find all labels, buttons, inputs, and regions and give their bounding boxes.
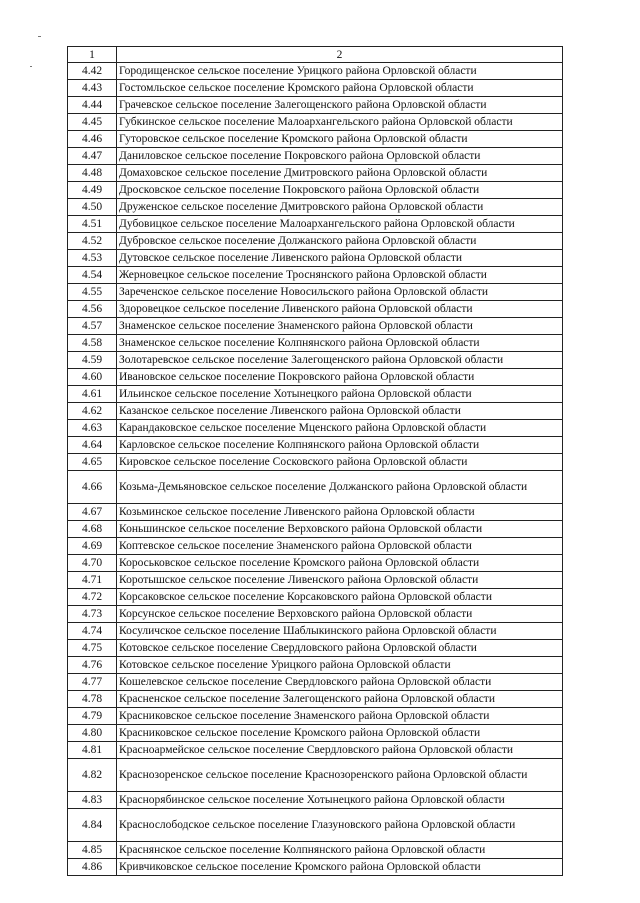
table-row [68, 403, 563, 420]
table-row [68, 708, 563, 725]
row-number: 4.83 [68, 792, 117, 809]
settlement-name: Гостомльское сельское поселение Кромского района Орловской области [117, 80, 563, 97]
row-number: 4.61 [68, 386, 117, 403]
table-row [68, 437, 563, 454]
row-number: 4.76 [68, 657, 117, 674]
settlement-name: Коньшинское сельское поселение Верховского района Орловской области [117, 521, 563, 538]
table-row [68, 454, 563, 471]
settlement-name: Красненское сельское поселение Залегощенского района Орловской области [117, 691, 563, 708]
row-number: 4.74 [68, 623, 117, 640]
table-row [68, 352, 563, 369]
row-number: 4.75 [68, 640, 117, 657]
row-number: 4.85 [68, 842, 117, 859]
table-row [68, 674, 563, 691]
settlement-name: Ивановское сельское поселение Покровского района Орловской области [117, 369, 563, 386]
row-number: 4.71 [68, 572, 117, 589]
row-number: 4.48 [68, 165, 117, 182]
table-row [68, 420, 563, 437]
settlement-name: Домаховское сельское поселение Дмитровского района Орловской области [117, 165, 563, 182]
settlement-name: Друженское сельское поселение Дмитровского района Орловской области [117, 199, 563, 216]
table-row [68, 691, 563, 708]
settlement-name: Даниловское сельское поселение Покровского района Орловской области [117, 148, 563, 165]
settlement-name: Жерновецкое сельское поселение Троснянского района Орловской области [117, 267, 563, 284]
table-row [68, 759, 563, 792]
row-number: 4.86 [68, 859, 117, 876]
row-number: 4.44 [68, 97, 117, 114]
settlement-name: Знаменское сельское поселение Знаменского района Орловской области [117, 318, 563, 335]
row-number: 4.68 [68, 521, 117, 538]
table-row [68, 335, 563, 352]
settlement-name: Красниковское сельское поселение Кромского района Орловской области [117, 725, 563, 742]
settlement-name: Красниковское сельское поселение Знаменского района Орловской области [117, 708, 563, 725]
table-row [68, 148, 563, 165]
table-row [68, 572, 563, 589]
row-number: 4.42 [68, 63, 117, 80]
table-row [68, 589, 563, 606]
settlement-name: Краснослободское сельское поселение Глазуновского района Орловской области [117, 809, 563, 842]
row-number: 4.51 [68, 216, 117, 233]
row-number: 4.52 [68, 233, 117, 250]
settlement-name: Карандаковское сельское поселение Мценского района Орловской области [117, 420, 563, 437]
settlement-name: Гуторовское сельское поселение Кромского района Орловской области [117, 131, 563, 148]
table-row [68, 504, 563, 521]
row-number: 4.65 [68, 454, 117, 471]
row-number: 4.59 [68, 352, 117, 369]
table-row [68, 471, 563, 504]
settlement-name: Кошелевское сельское поселение Свердловского района Орловской области [117, 674, 563, 691]
row-number: 4.43 [68, 80, 117, 97]
table-row [68, 318, 563, 335]
table-row [68, 301, 563, 318]
table-row [68, 657, 563, 674]
settlement-name: Краснянское сельское поселение Колпнянского района Орловской области [117, 842, 563, 859]
row-number: 4.82 [68, 759, 117, 792]
settlement-name: Зареченское сельское поселение Новосильского района Орловской области [117, 284, 563, 301]
settlement-name: Городищенское сельское поселение Урицкого района Орловской области [117, 63, 563, 80]
table-header-row [68, 47, 563, 63]
scan-mark [30, 66, 32, 67]
table-row [68, 233, 563, 250]
settlement-name: Здоровецкое сельское поселение Ливенского района Орловской области [117, 301, 563, 318]
settlement-name: Косуличское сельское поселение Шаблыкинского района Орловской области [117, 623, 563, 640]
row-number: 4.54 [68, 267, 117, 284]
settlement-name: Красноармейское сельское поселение Свердловского района Орловской области [117, 742, 563, 759]
table-row [68, 792, 563, 809]
table-row [68, 859, 563, 876]
table-row [68, 555, 563, 572]
table-row [68, 199, 563, 216]
row-number: 4.60 [68, 369, 117, 386]
table-row [68, 216, 563, 233]
table-row [68, 80, 563, 97]
row-number: 4.84 [68, 809, 117, 842]
row-number: 4.67 [68, 504, 117, 521]
row-number: 4.49 [68, 182, 117, 199]
row-number: 4.47 [68, 148, 117, 165]
row-number: 4.66 [68, 471, 117, 504]
row-number: 4.79 [68, 708, 117, 725]
settlement-name: Карловское сельское поселение Колпнянского района Орловской области [117, 437, 563, 454]
table-row [68, 606, 563, 623]
row-number: 4.72 [68, 589, 117, 606]
table-row [68, 640, 563, 657]
settlement-name: Дросковское сельское поселение Покровского района Орловской области [117, 182, 563, 199]
settlement-name: Коротышское сельское поселение Ливенского района Орловской области [117, 572, 563, 589]
table-row [68, 182, 563, 199]
row-number: 4.78 [68, 691, 117, 708]
header-number-column: 1 [68, 47, 117, 63]
table-row [68, 267, 563, 284]
table-body [68, 47, 563, 876]
settlement-name: Дубовицкое сельское поселение Малоархангельского района Орловской области [117, 216, 563, 233]
row-number: 4.56 [68, 301, 117, 318]
settlement-name: Золотаревское сельское поселение Залегощенского района Орловской области [117, 352, 563, 369]
settlement-name: Котовское сельское поселение Урицкого района Орловской области [117, 657, 563, 674]
row-number: 4.45 [68, 114, 117, 131]
table-row [68, 165, 563, 182]
settlement-name: Грачевское сельское поселение Залегощенского района Орловской области [117, 97, 563, 114]
settlement-name: Козьма-Демьяновское сельское поселение Должанского района Орловской области [117, 471, 563, 504]
row-number: 4.57 [68, 318, 117, 335]
settlement-name: Знаменское сельское поселение Колпнянского района Орловской области [117, 335, 563, 352]
table-row [68, 114, 563, 131]
settlement-name: Короськовское сельское поселение Кромского района Орловской области [117, 555, 563, 572]
table-row [68, 386, 563, 403]
settlement-name: Коптевское сельское поселение Знаменского района Орловской области [117, 538, 563, 555]
table-row [68, 97, 563, 114]
settlement-name: Ильинское сельское поселение Хотынецкого района Орловской области [117, 386, 563, 403]
table-row [68, 725, 563, 742]
table-row [68, 131, 563, 148]
settlement-name: Корсунское сельское поселение Верховского района Орловской области [117, 606, 563, 623]
settlement-name: Кировское сельское поселение Сосковского района Орловской области [117, 454, 563, 471]
table-row [68, 742, 563, 759]
row-number: 4.53 [68, 250, 117, 267]
settlement-name: Краснорябинское сельское поселение Хотынецкого района Орловской области [117, 792, 563, 809]
table-row [68, 63, 563, 80]
row-number: 4.81 [68, 742, 117, 759]
row-number: 4.73 [68, 606, 117, 623]
row-number: 4.50 [68, 199, 117, 216]
row-number: 4.77 [68, 674, 117, 691]
settlement-name: Дутовское сельское поселение Ливенского района Орловской области [117, 250, 563, 267]
table-row [68, 250, 563, 267]
table-row [68, 842, 563, 859]
row-number: 4.63 [68, 420, 117, 437]
table-row [68, 623, 563, 640]
settlement-name: Корсаковское сельское поселение Корсаковского района Орловской области [117, 589, 563, 606]
settlement-name: Козьминское сельское поселение Ливенского района Орловской области [117, 504, 563, 521]
settlement-name: Казанское сельское поселение Ливенского района Орловской области [117, 403, 563, 420]
table-row [68, 284, 563, 301]
table-row [68, 369, 563, 386]
table-row [68, 538, 563, 555]
settlements-table [67, 46, 563, 876]
settlement-name: Дубровское сельское поселение Должанского района Орловской области [117, 233, 563, 250]
row-number: 4.80 [68, 725, 117, 742]
row-number: 4.70 [68, 555, 117, 572]
settlement-name: Котовское сельское поселение Свердловского района Орловской области [117, 640, 563, 657]
header-name-column: 2 [117, 47, 563, 63]
scan-mark [38, 36, 41, 37]
row-number: 4.46 [68, 131, 117, 148]
settlement-name: Кривчиковское сельское поселение Кромского района Орловской области [117, 859, 563, 876]
row-number: 4.64 [68, 437, 117, 454]
table-row [68, 521, 563, 538]
row-number: 4.62 [68, 403, 117, 420]
table-row [68, 809, 563, 842]
row-number: 4.58 [68, 335, 117, 352]
settlement-name: Губкинское сельское поселение Малоархангельского района Орловской области [117, 114, 563, 131]
row-number: 4.69 [68, 538, 117, 555]
row-number: 4.55 [68, 284, 117, 301]
settlement-name: Краснозоренское сельское поселение Краснозоренского района Орловской области [117, 759, 563, 792]
